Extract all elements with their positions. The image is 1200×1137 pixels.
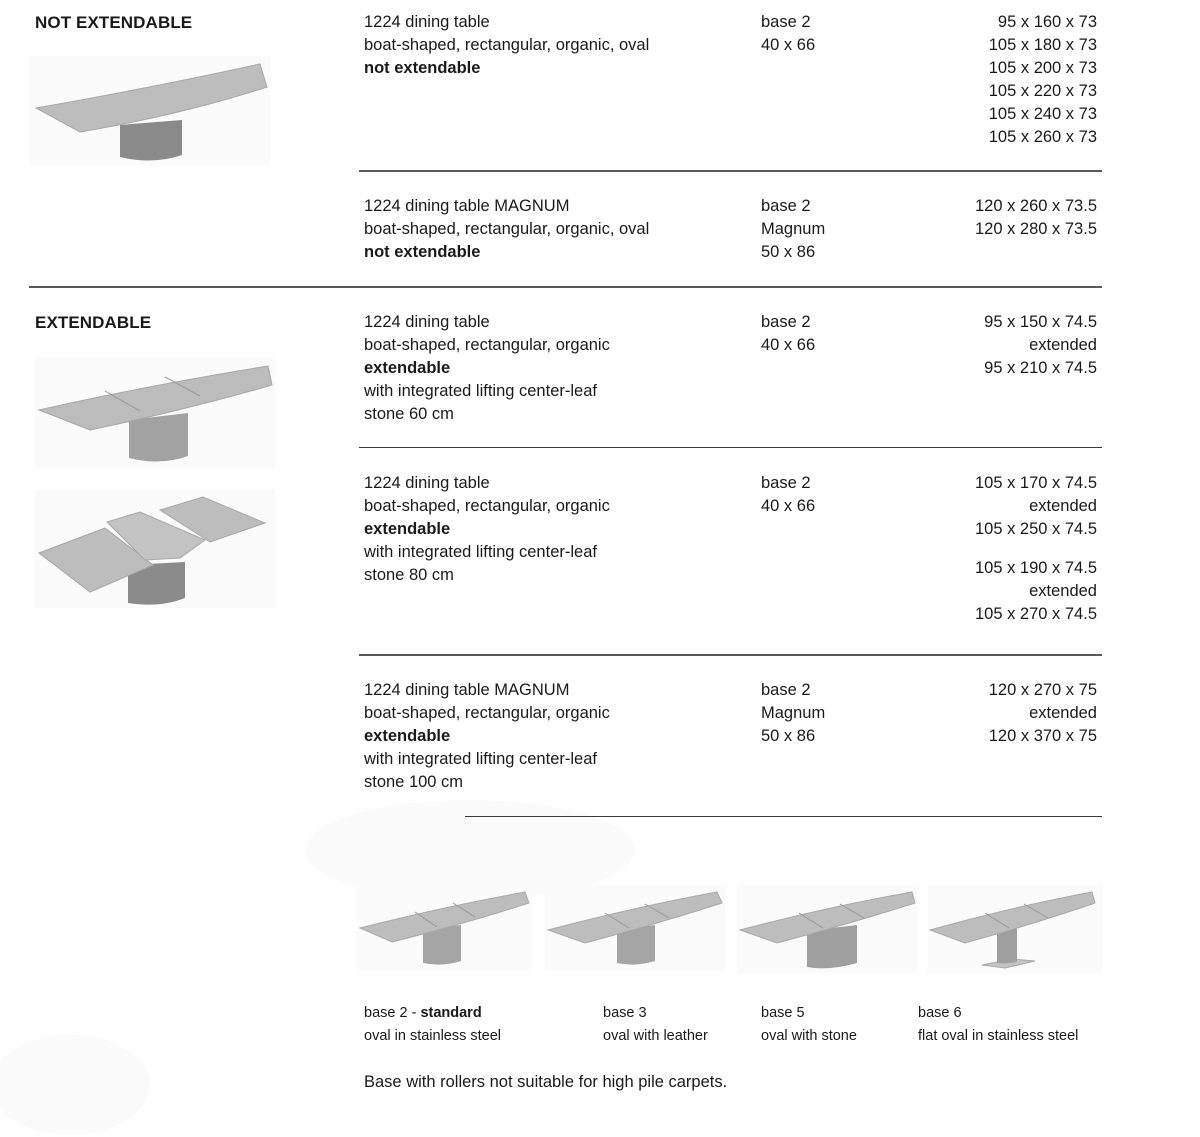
table-icon bbox=[357, 885, 532, 970]
dimension: 105 x 220 x 73 bbox=[988, 82, 1097, 100]
table-icon bbox=[545, 885, 725, 970]
footnote: Base with rollers not suitable for high pile carpets. bbox=[364, 1073, 728, 1091]
product-material: stone 80 cm bbox=[364, 566, 454, 584]
base-name: base 2 bbox=[364, 1005, 408, 1021]
product-base bbox=[761, 679, 825, 748]
table-image-extendable-closed bbox=[35, 358, 275, 468]
dimension: 105 x 240 x 73 bbox=[988, 105, 1097, 123]
base-size: 40 x 66 bbox=[761, 36, 816, 54]
base-name: base 2 bbox=[761, 13, 811, 31]
section-title-not-extendable: NOT EXTENDABLE bbox=[35, 13, 193, 32]
base-name: base 2 bbox=[761, 681, 811, 699]
base-caption-base-3 bbox=[603, 1002, 708, 1048]
base-name: base 2 bbox=[761, 474, 811, 492]
base-name: base 6 bbox=[918, 1005, 962, 1021]
base-caption-base-5 bbox=[761, 1002, 857, 1048]
product-type: extendable bbox=[364, 520, 451, 538]
product-description bbox=[364, 311, 610, 426]
dimension: 120 x 270 x 75 bbox=[988, 681, 1097, 699]
dimension: 120 x 260 x 73.5 bbox=[974, 197, 1097, 215]
base-name: base 2 bbox=[761, 313, 811, 331]
product-shapes: boat-shaped, rectangular, organic, oval bbox=[364, 220, 650, 238]
product-dimensions bbox=[975, 195, 1097, 241]
separator: - bbox=[407, 1005, 421, 1021]
product-feature: with integrated lifting center-leaf bbox=[364, 750, 597, 768]
base-description: oval with leather bbox=[603, 1028, 708, 1044]
product-shapes: boat-shaped, rectangular, organic bbox=[364, 497, 610, 515]
product-feature: with integrated lifting center-leaf bbox=[364, 543, 597, 561]
product-shapes: boat-shaped, rectangular, organic bbox=[364, 336, 610, 354]
product-type: extendable bbox=[364, 359, 451, 377]
dimension-label: extended bbox=[1029, 497, 1097, 515]
dimension: 95 x 210 x 74.5 bbox=[984, 359, 1097, 377]
dimension: 120 x 280 x 73.5 bbox=[974, 220, 1097, 238]
base-size: 50 x 86 bbox=[761, 727, 816, 745]
dimension: 95 x 160 x 73 bbox=[997, 13, 1097, 31]
standard-label: standard bbox=[420, 1005, 482, 1021]
product-dimensions bbox=[975, 472, 1097, 626]
base-variant: Magnum bbox=[761, 704, 826, 722]
divider bbox=[359, 170, 1102, 172]
product-feature: with integrated lifting center-leaf bbox=[364, 382, 597, 400]
table-icon bbox=[30, 55, 270, 165]
base-image-base-5 bbox=[737, 885, 917, 973]
product-description bbox=[364, 679, 610, 794]
product-shapes: boat-shaped, rectangular, organic, oval bbox=[364, 36, 650, 54]
divider bbox=[359, 654, 1102, 656]
product-base bbox=[761, 195, 825, 264]
product-description bbox=[364, 11, 649, 80]
product-name: 1224 dining table bbox=[364, 13, 490, 31]
product-name: 1224 dining table MAGNUM bbox=[364, 681, 570, 699]
dimension: 120 x 370 x 75 bbox=[988, 727, 1097, 745]
dimension: 105 x 260 x 73 bbox=[988, 128, 1097, 146]
product-dimensions bbox=[984, 311, 1097, 380]
product-base bbox=[761, 472, 815, 518]
product-type: extendable bbox=[364, 727, 451, 745]
base-name: base 2 bbox=[761, 197, 811, 215]
product-dimensions bbox=[989, 11, 1097, 149]
divider bbox=[465, 816, 1102, 817]
dimension: 105 x 250 x 74.5 bbox=[974, 520, 1097, 538]
base-image-base-3 bbox=[545, 885, 725, 970]
dimension: 95 x 150 x 74.5 bbox=[984, 313, 1097, 331]
product-base bbox=[761, 11, 815, 57]
base-size: 40 x 66 bbox=[761, 336, 816, 354]
dimension: 105 x 200 x 73 bbox=[988, 59, 1097, 77]
base-description: oval with stone bbox=[761, 1028, 857, 1044]
divider bbox=[359, 447, 1102, 448]
base-name: base 3 bbox=[603, 1005, 647, 1021]
dimension-label: extended bbox=[1029, 582, 1097, 600]
product-material: stone 100 cm bbox=[364, 773, 464, 791]
table-icon bbox=[35, 358, 275, 468]
product-type: not extendable bbox=[364, 59, 481, 77]
table-icon bbox=[927, 885, 1102, 973]
table-icon bbox=[737, 885, 917, 973]
base-image-base-6 bbox=[927, 885, 1102, 973]
product-material: stone 60 cm bbox=[364, 405, 454, 423]
product-description bbox=[364, 195, 649, 264]
product-shapes: boat-shaped, rectangular, organic bbox=[364, 704, 610, 722]
product-name: 1224 dining table bbox=[364, 474, 490, 492]
base-description: flat oval in stainless steel bbox=[918, 1028, 1079, 1044]
product-description bbox=[364, 472, 610, 587]
section-divider bbox=[29, 286, 1102, 288]
base-image-base-2 bbox=[357, 885, 532, 970]
dimension: 105 x 190 x 74.5 bbox=[974, 559, 1097, 577]
base-name: base 5 bbox=[761, 1005, 805, 1021]
base-caption-base-6 bbox=[918, 1002, 1078, 1048]
dimension: 105 x 170 x 74.5 bbox=[974, 474, 1097, 492]
dimension-label: extended bbox=[1029, 704, 1097, 722]
table-image-extendable-open bbox=[35, 490, 275, 608]
base-description: oval in stainless steel bbox=[364, 1028, 502, 1044]
dimension: 105 x 180 x 73 bbox=[988, 36, 1097, 54]
product-type: not extendable bbox=[364, 243, 481, 261]
product-dimensions bbox=[989, 679, 1097, 748]
dimension-label: extended bbox=[1029, 336, 1097, 354]
base-caption-base-2 bbox=[364, 1002, 501, 1048]
product-base bbox=[761, 311, 815, 357]
base-size: 50 x 86 bbox=[761, 243, 816, 261]
section-title-extendable: EXTENDABLE bbox=[35, 313, 152, 332]
table-image-not-extendable bbox=[30, 55, 270, 165]
product-name: 1224 dining table bbox=[364, 313, 490, 331]
base-size: 40 x 66 bbox=[761, 497, 816, 515]
dimension: 105 x 270 x 74.5 bbox=[974, 605, 1097, 623]
product-name: 1224 dining table MAGNUM bbox=[364, 197, 570, 215]
table-icon bbox=[35, 490, 275, 608]
background-ghost-shape bbox=[0, 1035, 150, 1135]
base-variant: Magnum bbox=[761, 220, 826, 238]
